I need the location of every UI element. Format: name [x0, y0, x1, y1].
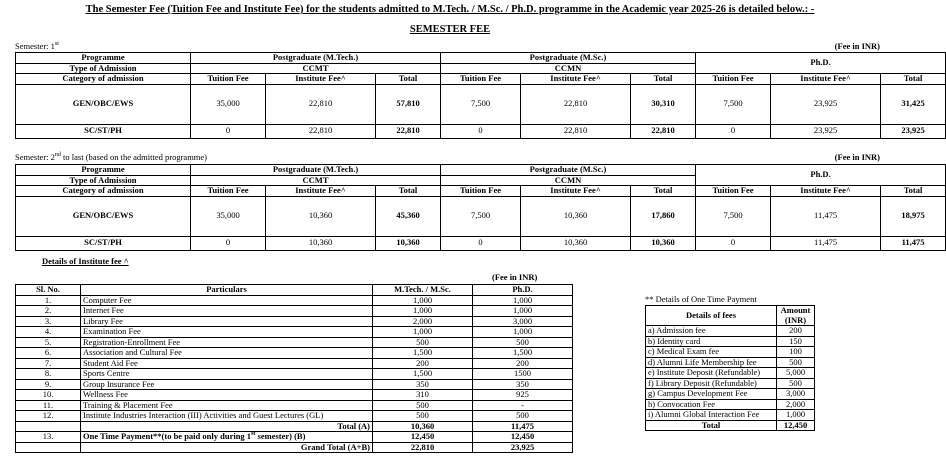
- table-cell: 1,500: [373, 369, 473, 380]
- table-row: [646, 368, 815, 379]
- table-row: Type of Admission CCMT CCMN: [16, 63, 946, 74]
- semester-1-table: [15, 52, 946, 139]
- table-row: [16, 379, 573, 390]
- semester-1-label: Semester: 1st: [15, 41, 59, 51]
- table-cell: 5.: [16, 337, 81, 348]
- table-cell: 1500: [473, 369, 573, 380]
- table-cell: 5,000: [777, 368, 815, 379]
- table-cell: 100: [777, 347, 815, 358]
- table-row: [16, 358, 573, 369]
- table-cell: 500: [777, 378, 815, 389]
- table-cell: 1,500: [373, 348, 473, 359]
- table-row: Sl. No. Particulars M.Tech. / M.Sc. Ph.D.: [16, 285, 573, 296]
- table-row: [646, 326, 815, 337]
- table-cell: Internet Fee: [81, 306, 373, 317]
- table-row: Total 12,450: [646, 420, 815, 431]
- one-time-heading: ** Details of One Time Payment: [645, 294, 757, 304]
- table-row: [16, 337, 573, 348]
- semester-2-label: Semester: 2nd to last (based on the admitted programme): [15, 152, 208, 162]
- institute-fee-heading: Details of Institute fee ^: [42, 256, 129, 266]
- table-cell: 310: [373, 390, 473, 401]
- table-row: [16, 327, 573, 338]
- table-cell: -: [473, 400, 573, 411]
- table-cell: 1,000: [777, 410, 815, 421]
- table-cell: 500: [777, 357, 815, 368]
- table-cell: 9.: [16, 379, 81, 390]
- table-cell: 350: [473, 379, 573, 390]
- table-cell: 200: [777, 326, 815, 337]
- table-cell: Sports Centre: [81, 369, 373, 380]
- table-row: Type of Admission CCMT CCMN: [16, 175, 946, 186]
- table-cell: Registration-Enrollment Fee: [81, 337, 373, 348]
- semester-2-table: [15, 164, 946, 251]
- table-cell: 7.: [16, 358, 81, 369]
- table-row: [16, 369, 573, 380]
- table-cell: Library Fee: [81, 316, 373, 327]
- table-cell: g) Campus Development Fee: [646, 389, 777, 400]
- page-title: The Semester Fee (Tuition Fee and Institute Fee) for the students admitted to M.Tech. / M.Sc. / Ph.D. programme in the Academic year 2025-26 is detailed below.: -: [85, 4, 815, 15]
- table-cell: 1,000: [373, 327, 473, 338]
- table-cell: Examination Fee: [81, 327, 373, 338]
- table-row: [646, 410, 815, 421]
- table-cell: 500: [373, 337, 473, 348]
- table-cell: 500: [373, 411, 473, 422]
- table-cell: h) Convocation Fee: [646, 399, 777, 410]
- table-row: 13. One Time Payment**(to be paid only during 1st semester) (B) 12,450 12,450: [16, 432, 573, 443]
- table-cell: 500: [473, 337, 573, 348]
- table-cell: Computer Fee: [81, 295, 373, 306]
- table-cell: Student Aid Fee: [81, 358, 373, 369]
- table-cell: 150: [777, 336, 815, 347]
- table-row: [646, 336, 815, 347]
- table-cell: 500: [373, 400, 473, 411]
- table-cell: 2,000: [777, 399, 815, 410]
- table-row: Programme Postgraduate (M.Tech.) Postgraduate (M.Sc.) Ph.D.: [16, 53, 946, 64]
- table-cell: 3,000: [777, 389, 815, 400]
- table-cell: a) Admission fee: [646, 326, 777, 337]
- table-row: [646, 399, 815, 410]
- section-title: SEMESTER FEE: [409, 24, 491, 35]
- table-cell: i) Alumni Global Interaction Fee: [646, 410, 777, 421]
- table-row: [646, 389, 815, 400]
- table-cell: 8.: [16, 369, 81, 380]
- table-cell: 6.: [16, 348, 81, 359]
- fee-unit-note: (Fee in INR): [834, 41, 880, 51]
- table-cell: f) Library Deposit (Refundable): [646, 378, 777, 389]
- table-cell: Association and Cultural Fee: [81, 348, 373, 359]
- table-row: GEN/OBC/EWS 35,000 10,360 45,360 7,500 10,360 17,860 7,500 11,475 18,975: [16, 196, 946, 236]
- table-row: Details of fees Amount (INR): [646, 306, 815, 326]
- table-cell: c) Medical Exam fee: [646, 347, 777, 358]
- table-row: SC/ST/PH 0 10,360 10,360 0 10,360 10,360 0 11,475 11,475: [16, 236, 946, 250]
- table-cell: Group Insurance Fee: [81, 379, 373, 390]
- table-cell: Training & Placement Fee: [81, 400, 373, 411]
- table-row: SC/ST/PH 0 22,810 22,810 0 22,810 22,810 0 23,925 23,925: [16, 124, 946, 138]
- one-time-table: [645, 305, 815, 431]
- table-cell: Wellness Fee: [81, 390, 373, 401]
- table-cell: 1.: [16, 295, 81, 306]
- table-row: [646, 378, 815, 389]
- table-row: [16, 306, 573, 317]
- table-row: Total (A) 10,360 11,475: [16, 421, 573, 432]
- table-row: [646, 357, 815, 368]
- table-cell: Institute Industries Interaction (III) Activities and Guest Lectures (GL): [81, 411, 373, 422]
- table-cell: 1,500: [473, 348, 573, 359]
- table-row: Category of admission Tuition Fee Institute Fee^ Total Tuition Fee Institute Fee^ Total Tuition Fee Institute Fee^ Total: [16, 186, 946, 197]
- table-row: [16, 295, 573, 306]
- table-row: Grand Total (A+B) 22,810 23,925: [16, 442, 573, 453]
- table-row: Category of admission Tuition Fee Institute Fee^ Total Tuition Fee Institute Fee^ Total Tuition Fee Institute Fee^ Total: [16, 74, 946, 85]
- table-cell: 10.: [16, 390, 81, 401]
- institute-fee-table: [15, 284, 573, 453]
- table-cell: 1,000: [473, 327, 573, 338]
- table-row: [16, 348, 573, 359]
- table-row: [646, 347, 815, 358]
- table-row: [16, 411, 573, 422]
- table-cell: 1,000: [373, 295, 473, 306]
- table-cell: 350: [373, 379, 473, 390]
- table-cell: 3.: [16, 316, 81, 327]
- table-row: GEN/OBC/EWS 35,000 22,810 57,810 7,500 22,810 30,310 7,500 23,925 31,425: [16, 84, 946, 124]
- table-cell: 500: [473, 411, 573, 422]
- table-row: Programme Postgraduate (M.Tech.) Postgraduate (M.Sc.) Ph.D.: [16, 165, 946, 176]
- table-row: [16, 400, 573, 411]
- fee-unit-note: (Fee in INR): [834, 152, 880, 162]
- table-row: [16, 316, 573, 327]
- table-cell: 2.: [16, 306, 81, 317]
- table-cell: 12.: [16, 411, 81, 422]
- table-cell: 200: [373, 358, 473, 369]
- table-cell: 1,000: [473, 295, 573, 306]
- table-cell: 1,000: [473, 306, 573, 317]
- institute-fee-unit-note: (Fee in INR): [492, 272, 538, 282]
- table-cell: 925: [473, 390, 573, 401]
- table-cell: 200: [473, 358, 573, 369]
- table-cell: e) Institute Deposit (Refundable): [646, 368, 777, 379]
- table-row: [16, 390, 573, 401]
- table-cell: 11.: [16, 400, 81, 411]
- table-cell: b) Identity card: [646, 336, 777, 347]
- table-cell: 2,000: [373, 316, 473, 327]
- table-cell: d) Alumni Life Membership fee: [646, 357, 777, 368]
- table-cell: 4.: [16, 327, 81, 338]
- table-cell: 3,000: [473, 316, 573, 327]
- table-cell: 1,000: [373, 306, 473, 317]
